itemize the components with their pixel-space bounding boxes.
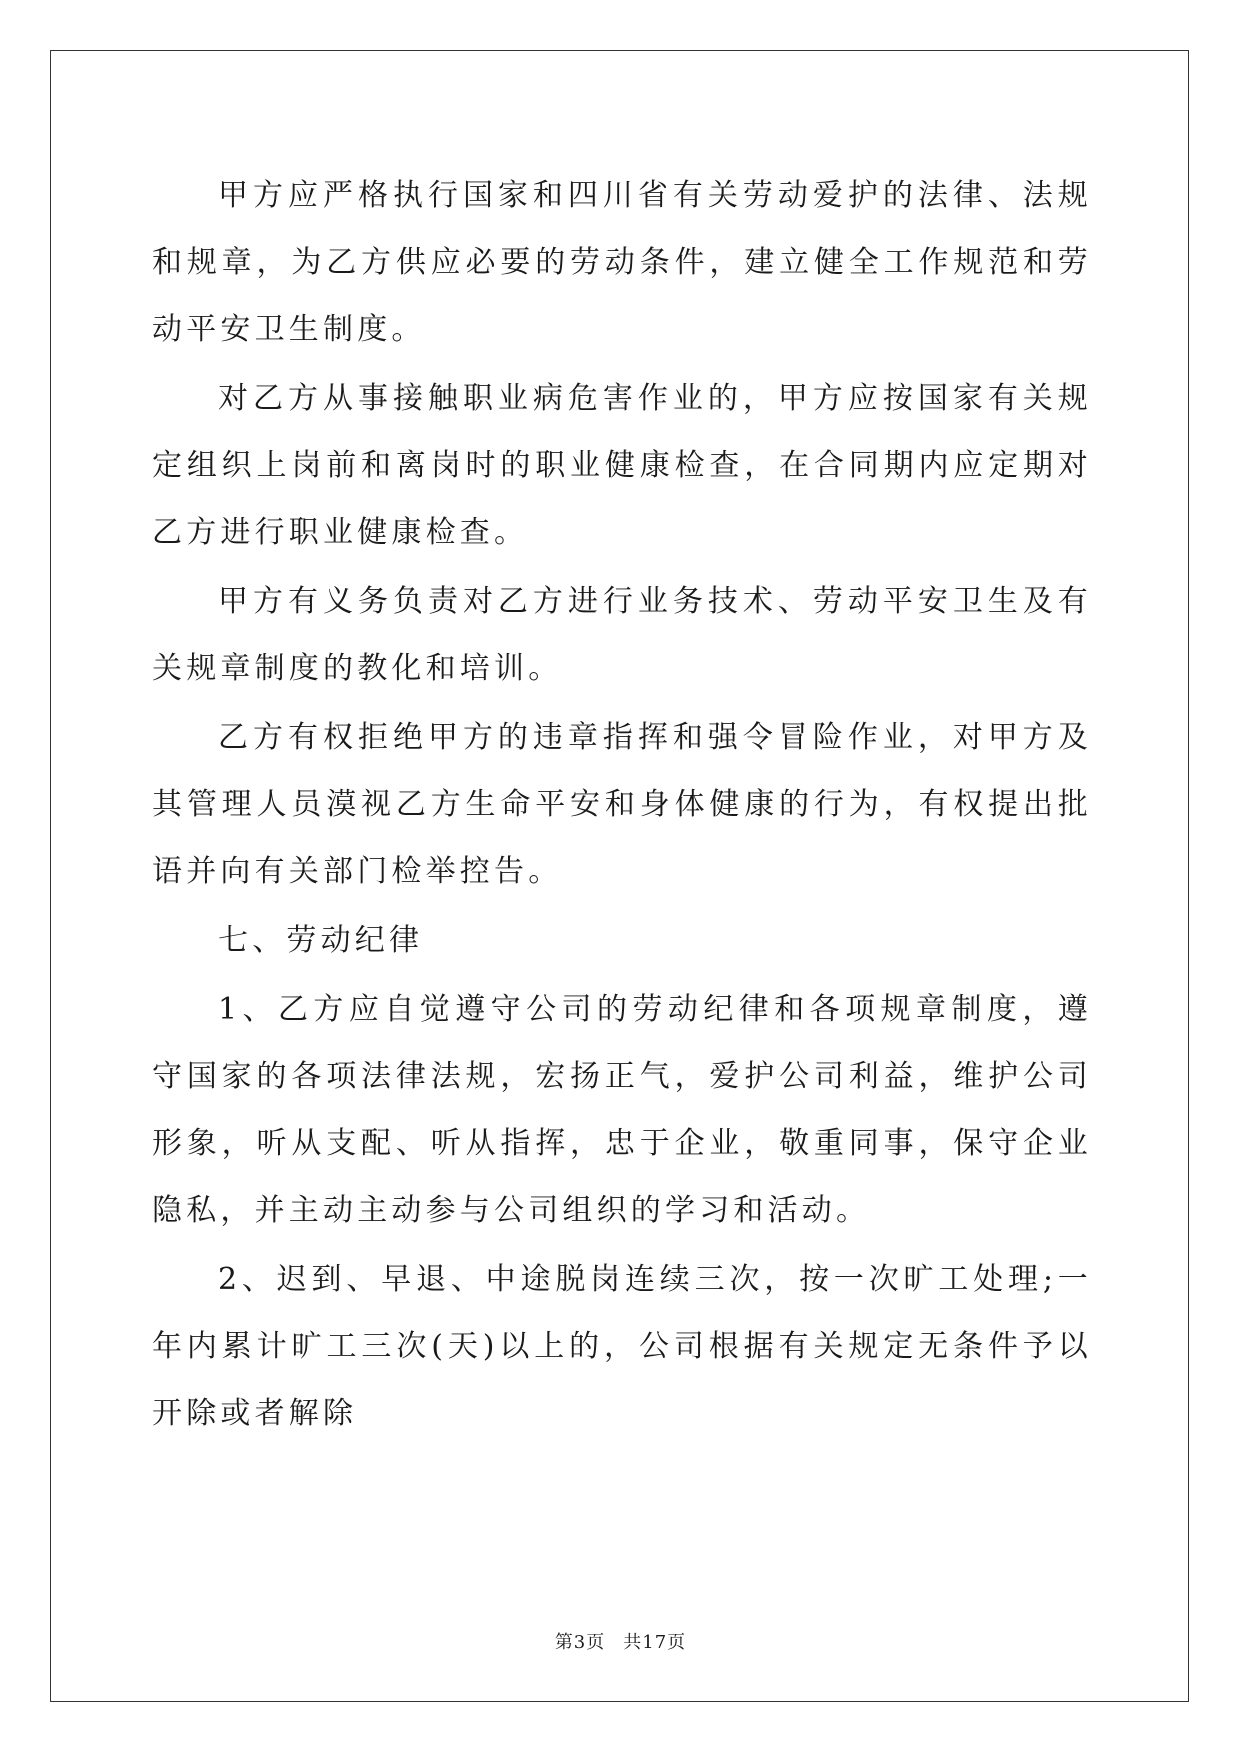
paragraph: 1、乙方应自觉遵守公司的劳动纪律和各项规章制度，遵守国家的各项法律法规，宏扬正气，爱护公司利益，维护公司形象，听从支配、听从指挥，忠于企业，敬重同事，保守企业隐私，并主动主动参与公司组织的学习和活动。 — [152, 992, 1092, 1228]
paragraph: 乙方有权拒绝甲方的违章指挥和强令冒险作业，对甲方及其管理人员漠视乙方生命平安和身体健康的行为，有权提出批语并向有关部门检举控告。 — [152, 720, 1092, 889]
document-body — [152, 162, 1092, 1449]
paragraph: 对乙方从事接触职业病危害作业的，甲方应按国家有关规定组织上岗前和离岗时的职业健康检查，在合同期内应定期对乙方进行职业健康检查。 — [152, 381, 1092, 550]
paragraph: 甲方应严格执行国家和四川省有关劳动爱护的法律、法规和规章，为乙方供应必要的劳动条件，建立健全工作规范和劳动平安卫生制度。 — [152, 178, 1092, 347]
page-total: 共17页 — [623, 1632, 687, 1653]
page-footer — [0, 1628, 1241, 1654]
page-number: 第3页 — [554, 1632, 606, 1653]
paragraph: 2、迟到、早退、中途脱岗连续三次，按一次旷工处理;一年内累计旷工三次(天)以上的，公司根据有关规定无条件予以开除或者解除 — [152, 1262, 1092, 1431]
paragraph: 甲方有义务负责对乙方进行业务技术、劳动平安卫生及有关规章制度的教化和培训。 — [152, 584, 1092, 686]
section-heading: 七、劳动纪律 — [218, 923, 424, 958]
